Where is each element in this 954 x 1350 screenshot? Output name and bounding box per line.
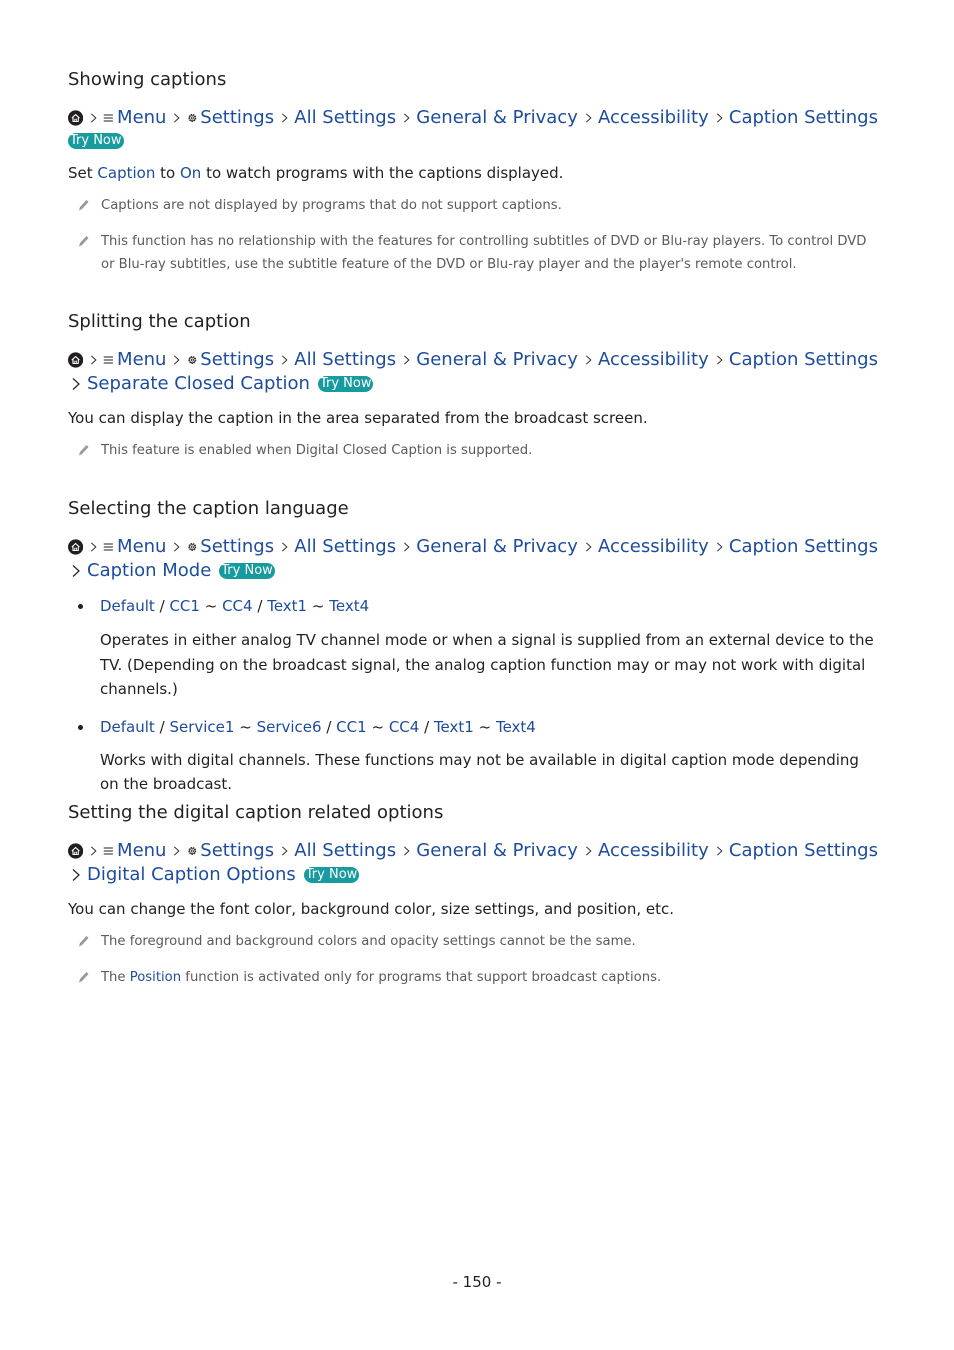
option-service1[interactable]: Service1 <box>169 717 235 736</box>
position-link[interactable]: Position <box>129 970 182 985</box>
try-now-button[interactable]: Try Now <box>305 867 358 882</box>
separator-text: / <box>424 717 430 736</box>
note <box>68 439 878 462</box>
crumb-all-settings[interactable]: All Settings <box>294 349 397 370</box>
list-item <box>68 594 878 618</box>
chevron-right-icon <box>280 353 289 367</box>
list-item <box>68 715 878 739</box>
section-heading: Showing captions <box>68 69 227 90</box>
option-service6[interactable]: Service6 <box>256 717 322 736</box>
body-text: Set <box>68 164 93 182</box>
chevron-right-icon <box>584 540 593 554</box>
section-caption-language <box>68 497 878 797</box>
option-cc1[interactable]: CC1 <box>169 597 200 615</box>
separator-text: ~ <box>239 717 252 736</box>
section-showing-captions <box>68 68 878 276</box>
crumb-caption-settings[interactable]: Caption Settings <box>728 349 878 370</box>
caption-link[interactable]: Caption <box>97 164 156 182</box>
pencil-icon <box>76 970 90 984</box>
section-splitting-caption <box>68 310 878 462</box>
body-paragraph <box>68 161 878 185</box>
note <box>68 230 878 276</box>
crumb-general-privacy[interactable]: General & Privacy <box>416 536 578 557</box>
option-cc4[interactable]: CC4 <box>222 597 253 615</box>
chevron-right-icon <box>89 353 98 367</box>
body-paragraph: You can change the font color, background color, size settings, and position, etc. <box>68 900 675 918</box>
separator-text: ~ <box>311 597 325 615</box>
page-number: - 150 - <box>452 1273 502 1291</box>
gear-icon <box>187 111 198 125</box>
chevron-right-icon <box>89 540 98 554</box>
breadcrumb <box>68 348 878 372</box>
try-now-button[interactable]: Try Now <box>70 133 122 148</box>
crumb-all-settings[interactable]: All Settings <box>294 840 397 861</box>
pencil-icon <box>76 443 90 457</box>
crumb-accessibility[interactable]: Accessibility <box>598 349 709 370</box>
crumb-digital-caption-options[interactable]: Digital Caption Options <box>87 864 296 885</box>
crumb-menu[interactable]: Menu <box>117 107 167 128</box>
breadcrumb <box>68 839 878 863</box>
separator-text: / <box>159 597 165 615</box>
crumb-caption-mode[interactable]: Caption Mode <box>87 560 212 581</box>
breadcrumb-continued <box>68 863 878 887</box>
crumb-accessibility[interactable]: Accessibility <box>598 107 709 128</box>
chevron-right-icon <box>172 844 181 858</box>
section-heading: Splitting the caption <box>68 311 251 332</box>
breadcrumb-continued <box>68 372 878 396</box>
section-heading: Setting the digital caption related options <box>68 802 444 823</box>
note-text: The <box>101 970 126 985</box>
chevron-right-icon <box>402 540 411 554</box>
option-text1[interactable]: Text1 <box>433 717 474 736</box>
note <box>68 966 878 989</box>
gear-icon <box>187 353 198 367</box>
separator-text: / <box>257 597 263 615</box>
note-text: This function has no relationship with the features for controlling subtitles of DVD or Blu-ray players. To control DVD or Blu-ray subtitles, use the subtitle feature of the DVD or Blu-ray player and the player's remote control. <box>101 234 867 272</box>
chevron-right-icon <box>172 540 181 554</box>
chevron-right-icon <box>172 111 181 125</box>
separator-text: ~ <box>371 717 385 736</box>
chevron-right-icon <box>402 844 411 858</box>
gear-icon <box>187 844 198 858</box>
option-text1[interactable]: Text1 <box>267 597 308 615</box>
section-heading: Selecting the caption language <box>68 498 349 519</box>
pencil-icon <box>76 234 90 248</box>
chevron-right-icon <box>584 111 593 125</box>
breadcrumb-continued <box>68 559 878 583</box>
list-item-description: Works with digital channels. These functions may not be available in digital caption mode depending on the broadcast. <box>100 750 859 793</box>
breadcrumb <box>68 106 878 130</box>
pencil-icon <box>76 934 90 948</box>
bullet-dot <box>78 725 83 730</box>
crumb-accessibility[interactable]: Accessibility <box>598 840 709 861</box>
body-text: to <box>160 164 176 182</box>
chevron-right-icon <box>280 540 289 554</box>
chevron-right-icon <box>584 844 593 858</box>
chevron-right-icon <box>89 111 98 125</box>
chevron-right-icon <box>70 564 82 578</box>
crumb-general-privacy[interactable]: General & Privacy <box>416 840 578 861</box>
note-text: Captions are not displayed by programs that do not support captions. <box>101 198 562 213</box>
chevron-right-icon <box>172 353 181 367</box>
crumb-accessibility[interactable]: Accessibility <box>598 536 709 557</box>
chevron-right-icon <box>89 844 98 858</box>
crumb-menu[interactable]: Menu <box>117 840 167 861</box>
option-text4[interactable]: Text4 <box>495 717 536 736</box>
list-item-description: Operates in either analog TV channel mode or when a signal is supplied from an external device to the TV. (Depending on the broadcast signal, the analog caption function may or may not work with digital channels.) <box>100 631 874 698</box>
separator-text: / <box>326 717 332 736</box>
crumb-settings[interactable]: Settings <box>200 536 275 557</box>
chevron-right-icon <box>402 111 411 125</box>
breadcrumb <box>68 535 878 559</box>
crumb-all-settings[interactable]: All Settings <box>294 107 397 128</box>
home-icon <box>68 841 83 861</box>
crumb-general-privacy[interactable]: General & Privacy <box>416 107 578 128</box>
home-icon <box>68 537 83 557</box>
body-paragraph: You can display the caption in the area separated from the broadcast screen. <box>68 409 648 427</box>
note-text: function is activated only for programs that support broadcast captions. <box>185 970 662 985</box>
chevron-right-icon <box>70 868 82 882</box>
crumb-separate-closed-caption[interactable]: Separate Closed Caption <box>87 373 310 394</box>
note-text: This feature is enabled when Digital Closed Caption is supported. <box>101 443 533 458</box>
chevron-right-icon <box>70 377 82 391</box>
crumb-all-settings[interactable]: All Settings <box>294 536 397 557</box>
note-text: The foreground and background colors and opacity settings cannot be the same. <box>101 934 636 949</box>
option-text4[interactable]: Text4 <box>329 597 370 615</box>
chevron-right-icon <box>280 844 289 858</box>
chevron-right-icon <box>715 353 724 367</box>
crumb-caption-settings[interactable]: Caption Settings <box>728 536 878 557</box>
home-icon <box>68 350 83 370</box>
chevron-right-icon <box>280 111 289 125</box>
crumb-general-privacy[interactable]: General & Privacy <box>416 349 578 370</box>
on-link[interactable]: On <box>179 164 202 182</box>
note <box>68 194 878 217</box>
separator-text: / <box>159 717 165 736</box>
menu-icon <box>103 353 114 367</box>
menu-icon <box>103 844 114 858</box>
crumb-settings[interactable]: Settings <box>200 107 275 128</box>
try-now-button[interactable]: Try Now <box>319 376 372 391</box>
crumb-settings[interactable]: Settings <box>200 840 275 861</box>
chevron-right-icon <box>402 353 411 367</box>
pencil-icon <box>76 198 90 212</box>
crumb-caption-settings[interactable]: Caption Settings <box>728 107 878 128</box>
crumb-caption-settings[interactable]: Caption Settings <box>728 840 878 861</box>
crumb-settings[interactable]: Settings <box>200 349 275 370</box>
separator-text: ~ <box>204 597 218 615</box>
chevron-right-icon <box>715 111 724 125</box>
try-now-button[interactable]: Try Now <box>221 563 273 578</box>
home-icon <box>68 108 83 128</box>
crumb-menu[interactable]: Menu <box>117 536 167 557</box>
option-cc1[interactable]: CC1 <box>336 717 367 736</box>
body-text: to watch programs with the captions displayed. <box>206 164 564 182</box>
menu-icon <box>103 540 114 554</box>
gear-icon <box>187 540 198 554</box>
separator-text: ~ <box>478 717 492 736</box>
chevron-right-icon <box>584 353 593 367</box>
bullet-dot <box>78 604 83 609</box>
crumb-menu[interactable]: Menu <box>117 349 167 370</box>
note <box>68 930 878 953</box>
option-default[interactable]: Default <box>100 717 155 736</box>
menu-icon <box>103 111 114 125</box>
section-digital-caption-options <box>68 801 878 989</box>
option-cc4[interactable]: CC4 <box>388 717 420 736</box>
chevron-right-icon <box>715 844 724 858</box>
chevron-right-icon <box>715 540 724 554</box>
option-default[interactable]: Default <box>100 597 155 615</box>
